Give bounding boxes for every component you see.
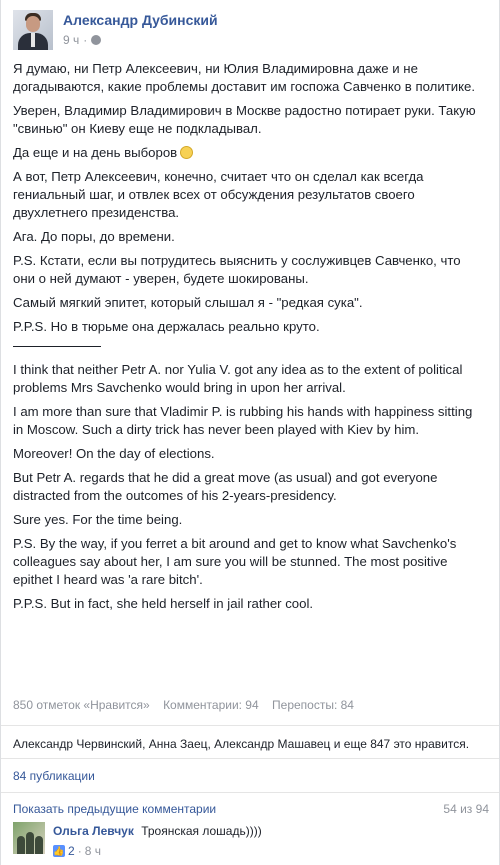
publications-link[interactable]: 84 публикации [13, 769, 95, 783]
post-header [13, 10, 218, 50]
comments-count[interactable]: Комментарии: 94 [163, 698, 259, 712]
comment-text: Троянская лошадь)))) [141, 824, 262, 838]
post-paragraph: Самый мягкий эпитет, который слышал я - "редкая сука". [13, 295, 363, 310]
text-divider [13, 346, 101, 347]
post-paragraph: Ага. До поры, до времени. [13, 229, 175, 244]
commenter-avatar[interactable] [13, 822, 45, 854]
post-paragraph: Я думаю, ни Петр Алексеевич, ни Юлия Владимировна даже и не догадываются, какие проблемы доставит им госпожа Савченко в политике. [13, 61, 476, 94]
post-paragraph: Sure yes. For the time being. [13, 512, 183, 527]
post-meta [63, 11, 218, 50]
post-paragraph: Уверен, Владимир Владимирович в Москве радостно потирает руки. Такую "свинью" он Киеву еще не подкладывал. [13, 103, 476, 136]
smile-emoji-icon [180, 146, 193, 159]
meta-separator: · [83, 33, 88, 47]
author-name[interactable]: Александр Дубинский [63, 12, 218, 28]
previous-comments-link[interactable]: Показать предыдущие комментарии [13, 802, 217, 816]
post-time-row [63, 33, 218, 47]
post-paragraph: I think that neither Petr A. nor Yulia V. got any idea as to the extent of political problems Mrs Savchenko would bring in upon her arrival. [13, 362, 463, 395]
divider [1, 792, 500, 793]
likers-summary[interactable]: Александр Червинский, Анна Заец, Александр Машавец и еще 847 это нравится. [13, 737, 470, 751]
post-paragraph-text: Да еще и на день выборов [13, 145, 178, 160]
author-avatar[interactable] [13, 10, 53, 50]
divider [1, 758, 500, 759]
post-paragraph: I am more than sure that Vladimir P. is rubbing his hands with happiness sitting in Moscow. Such a dirty trick has never been played with Kiev by him. [13, 404, 473, 437]
comment-like-count[interactable]: 2 [68, 844, 75, 858]
comment-separator: · [77, 844, 82, 858]
post-paragraph: P.S. Кстати, если вы потрудитесь выяснить у сослуживцев Савченко, что они о ней думают - уверен, будете шокированы. [13, 253, 461, 286]
comment-actions [53, 844, 262, 858]
post-paragraph: P.P.S. Но в тюрьме она держалась реально круто. [13, 319, 320, 334]
commenter-name[interactable]: Ольга Левчук [53, 824, 134, 838]
post-paragraph: А вот, Петр Алексеевич, конечно, считает что он сделал как всегда гениальный шаг, и отвлек всех от обсуждения результатов своего двухлетнего президенства. [13, 169, 424, 220]
globe-icon[interactable] [91, 35, 101, 45]
divider [1, 725, 500, 726]
post-paragraph: P.P.S. But in fact, she held herself in jail rather cool. [13, 596, 314, 611]
thumbs-up-icon[interactable]: 👍 [53, 846, 65, 856]
post-paragraph: Moreover! On the day of elections. [13, 446, 215, 461]
likes-count[interactable]: 850 отметок «Нравится» [13, 698, 150, 712]
shares-count[interactable]: Перепосты: 84 [272, 698, 354, 712]
comment-item [13, 822, 262, 858]
comment-line [53, 824, 262, 838]
post-timestamp[interactable]: 9 ч [63, 33, 80, 47]
comments-counter: 54 из 94 [443, 802, 489, 816]
post-paragraph [13, 144, 483, 162]
post-stats [13, 698, 364, 712]
comment-time[interactable]: 8 ч [84, 844, 101, 858]
post-paragraph: But Petr A. regards that he did a great move (as usual) and got everyone distracted from the outcomes of his 2-years-presidency. [13, 470, 438, 503]
post-paragraph: P.S. By the way, if you ferret a bit around and get to know what Savchenko's colleagues say about her, I am sure you will be stunned. The most positive epithet I heard was 'a rare bitch'. [13, 536, 457, 587]
previous-comments-row [13, 802, 489, 816]
comment-body [53, 824, 262, 858]
post-text [13, 60, 483, 619]
